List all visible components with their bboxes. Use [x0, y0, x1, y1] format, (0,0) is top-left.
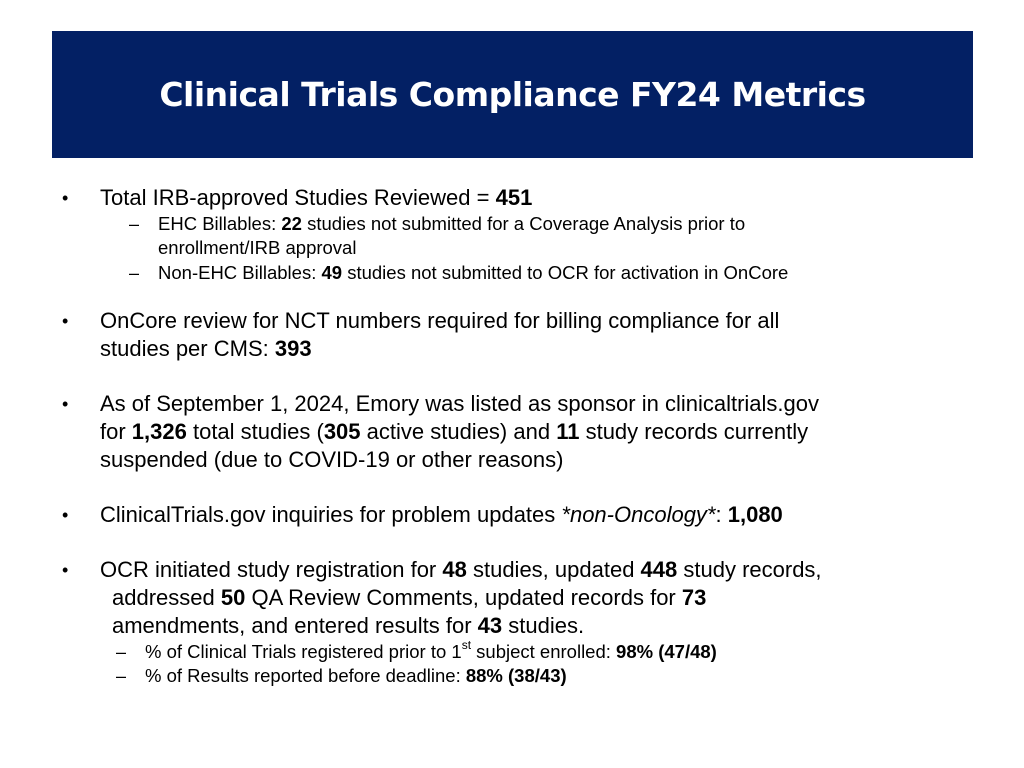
irb-text: Total IRB-approved Studies Reviewed = — [100, 185, 496, 210]
bullet-icon: • — [62, 560, 69, 580]
bullet-icon: • — [62, 394, 69, 414]
ehc-label: EHC Billables: — [158, 213, 282, 234]
ehc-line-2: enrollment/IRB approval — [158, 237, 357, 258]
ocr-line-3 — [112, 612, 584, 640]
bullet-icon: • — [62, 311, 69, 331]
oncore-line-2 — [100, 335, 312, 363]
inquiries-text: ClinicalTrials.gov inquiries for problem updates — [100, 502, 562, 527]
inquiries-italic: *non-Oncology* — [561, 502, 716, 527]
ocr-value: 48 — [442, 557, 467, 582]
ocr-sub-2 — [145, 664, 567, 688]
ocr-text: amendments, and entered results for — [112, 613, 478, 638]
ocr-text: studies. — [502, 613, 585, 638]
ocr-sub-text: subject enrolled: — [471, 641, 617, 662]
dash-icon: – — [129, 214, 140, 234]
sponsor-line-1: As of September 1, 2024, Emory was listed as sponsor in clinicaltrials.gov — [100, 391, 819, 416]
sponsor-suspended: 11 — [556, 419, 580, 444]
sponsor-total: 1,326 — [131, 419, 187, 444]
ocr-sub-text: % of Clinical Trials registered prior to 1 — [145, 641, 462, 662]
sponsor-text: total studies ( — [186, 419, 324, 444]
inquiries-colon: : — [715, 502, 728, 527]
ocr-line-1 — [100, 556, 822, 584]
dash-icon: – — [116, 666, 127, 686]
bullet-icon: • — [62, 188, 69, 208]
sponsor-text: for — [100, 419, 132, 444]
ehc-value: 22 — [281, 213, 302, 234]
ocr-text: OCR initiated study registration for — [100, 557, 443, 582]
sponsor-line-2 — [100, 418, 808, 446]
sponsor-text: study records currently — [579, 419, 809, 444]
nonehc-text: studies not submitted to OCR for activation in OnCore — [342, 262, 789, 283]
oncore-line-1: OnCore review for NCT numbers required for billing compliance for all — [100, 308, 780, 333]
ocr-text: addressed — [112, 585, 221, 610]
inquiries-line — [100, 501, 783, 529]
ocr-text: study records, — [677, 557, 822, 582]
bullet-icon: • — [62, 505, 69, 525]
oncore-value: 393 — [274, 336, 312, 361]
ocr-text: studies, updated — [466, 557, 641, 582]
inquiries-value: 1,080 — [727, 502, 783, 527]
nonehc-value: 49 — [321, 262, 343, 283]
irb-value: 451 — [495, 185, 533, 210]
ocr-sub-value: 88% (38/43) — [465, 665, 567, 686]
dash-icon: – — [129, 263, 140, 283]
ocr-value: 50 — [220, 585, 246, 610]
slide-title: Clinical Trials Compliance FY24 Metrics — [159, 75, 866, 114]
irb-line — [100, 184, 532, 212]
dash-icon: – — [116, 642, 127, 662]
ocr-sub-sup: st — [461, 637, 472, 652]
ocr-sub-value: 98% (47/48) — [616, 641, 717, 662]
sponsor-line-3: suspended (due to COVID-19 or other reasons) — [100, 447, 564, 472]
ocr-text: QA Review Comments, updated records for — [245, 585, 682, 610]
nonehc-line — [158, 261, 788, 285]
ocr-value: 448 — [640, 557, 678, 582]
ocr-value: 43 — [477, 613, 503, 638]
ehc-line — [158, 212, 745, 236]
ocr-sub-text: % of Results reported before deadline: — [145, 665, 466, 686]
ocr-sub-1 — [145, 637, 717, 664]
oncore-text: studies per CMS: — [100, 336, 275, 361]
nonehc-label: Non-EHC Billables: — [158, 262, 322, 283]
ocr-line-2 — [112, 584, 706, 612]
sponsor-active: 305 — [323, 419, 361, 444]
ocr-value: 73 — [681, 585, 707, 610]
sponsor-text: active studies) and — [360, 419, 557, 444]
ehc-text: studies not submitted for a Coverage Analysis prior to — [301, 213, 746, 234]
